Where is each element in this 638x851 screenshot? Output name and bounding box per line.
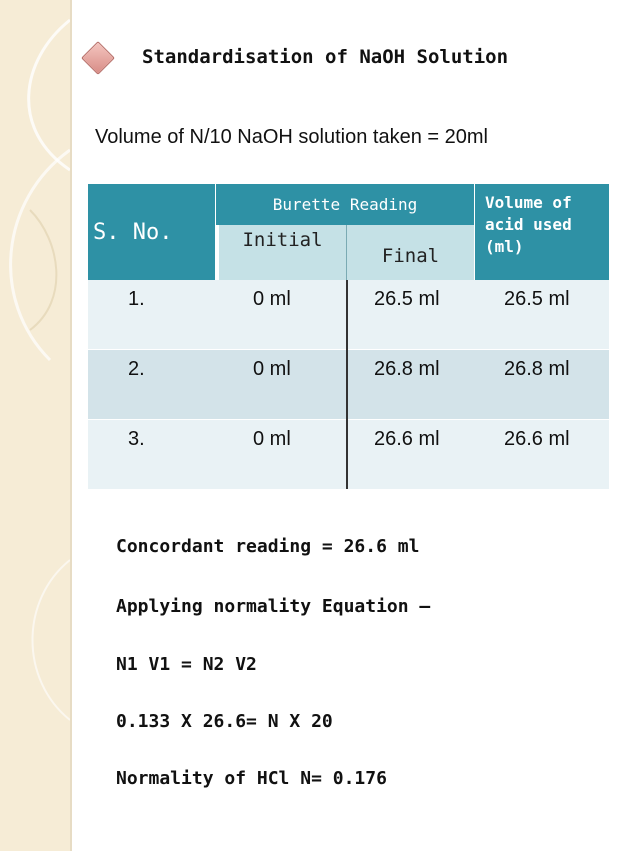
header-initial: Initial [219,225,346,280]
cell-s-no: 3. [128,428,145,450]
cell-initial: 0 ml [253,358,291,380]
note-formula: N1 V1 = N2 V2 [116,654,257,675]
diamond-bullet-icon [81,41,115,75]
header-volume-line2: acid used [485,215,572,234]
note-concordant-reading: Concordant reading = 26.6 ml [116,536,420,557]
row-divider [88,349,609,350]
header-s-no: S. No. [88,184,215,280]
table-row [88,420,609,489]
row-divider [88,419,609,420]
cell-final: 26.5 ml [374,288,440,310]
note-substitution: 0.133 X 26.6= N X 20 [116,711,333,732]
cell-initial: 0 ml [253,288,291,310]
cell-volume: 26.8 ml [504,358,570,380]
cell-volume: 26.6 ml [504,428,570,450]
header-volume-acid-used [475,184,609,280]
cell-initial: 0 ml [253,428,291,450]
header-burette-reading: Burette Reading [216,184,474,225]
note-normality-equation: Applying normality Equation – [116,596,431,617]
cell-final: 26.6 ml [374,428,440,450]
header-final: Final [346,225,474,280]
cell-s-no: 1. [128,288,145,310]
cell-final: 26.8 ml [374,358,440,380]
slide-subtitle: Volume of N/10 NaOH solution taken = 20ml [95,126,488,148]
header-volume-line3: (ml) [485,237,524,256]
slide-title: Standardisation of NaOH Solution [142,46,509,68]
table-row [88,350,609,419]
column-divider [346,280,348,489]
swirl-decoration [0,0,70,851]
table-row [88,280,609,349]
cell-s-no: 2. [128,358,145,380]
note-result: Normality of HCl N= 0.176 [116,768,387,789]
decorative-side-strip [0,0,70,851]
cell-volume: 26.5 ml [504,288,570,310]
header-volume-line1: Volume of [485,193,572,212]
strip-divider [70,0,72,851]
